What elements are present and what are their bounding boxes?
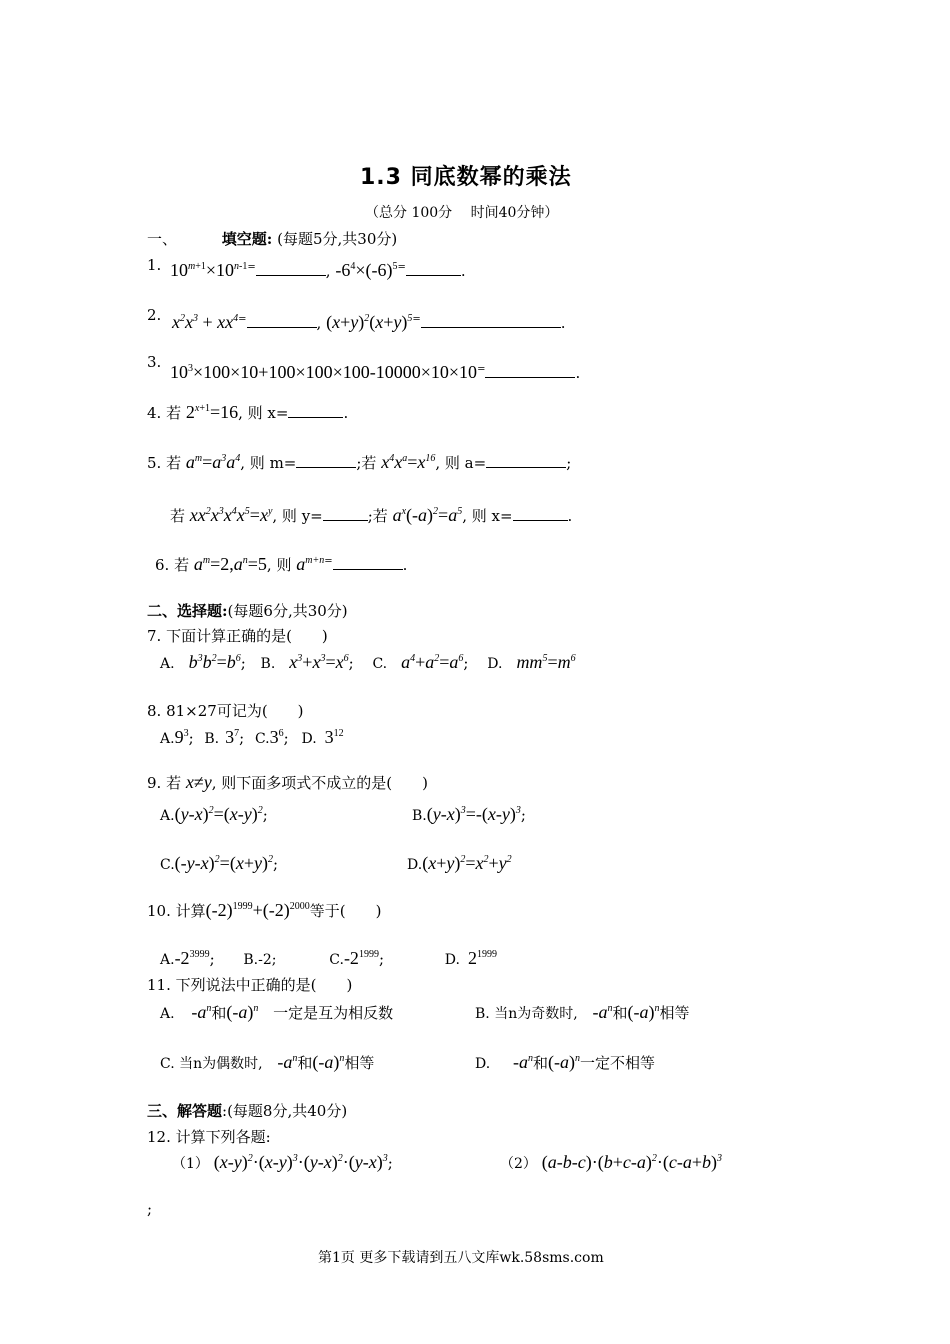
q7-stem: 7. 下面计算正确的是( ) (147, 627, 328, 645)
q6-content: 6. 若 $a^m=2,a^n=5$, 则 $a^{m+n=}$ . (155, 554, 408, 574)
q12-part2: （2） $(a-b-c)\cdot(b+c-a)^2\cdot(c-a+b)^3$ (500, 1152, 722, 1172)
section-name: 填空题: (221, 230, 273, 248)
q9-option-c: $C.(-y-x)^2=(x+y)^2$; (160, 853, 279, 873)
q9-option-a: $A.(y-x)^2=(x-y)^2$; (160, 804, 268, 824)
q9-option-b: $B.(y-x)^3=-(x-y)^3$; (412, 804, 526, 824)
section-note: (每题5分,共30分) (277, 230, 398, 248)
q12-trailing-semicolon: ; (147, 1200, 153, 1218)
q5-line1: 5. 若 $a^m=a^3a^4$, 则 m= ;若 $x^4x^a=x^{16}$, 则 a= ; (147, 452, 572, 472)
q9-stem: 9. 若 x≠y, 则下面多项式不成立的是( ) (147, 772, 429, 792)
q4-content: 4. 若 $2^{x+1}=16$, 则 x= . (147, 402, 349, 422)
page-title: 1.3 同底数幂的乘法 (360, 165, 572, 190)
q2-content: $x^2x^3 + xx^{4=}$ , $(x+y)^2(x+y)^{5=}$ . (172, 312, 566, 332)
section-1-heading (147, 228, 397, 249)
q7-options: A. $b^3b^2=b^6$; B. $x^3+x^3=x^6$; C. $a^4+a^2=a^6$; D. $mm^5=m^6$ (160, 652, 576, 672)
q5-line2: 若 $xx^2x^3x^4x^5=x^y$, 则 y= ;若 $a^x(-a)^2=a^5$, 则 x= . (170, 505, 573, 525)
q8-options: $A.9^3$; B. $3^7$; $C.3^6$; D. $3^{12}$ (160, 727, 344, 747)
q12-part1: （1） $(x-y)^2\cdot(x-y)^3\cdot(y-x)^2\cdot(y-x)^3$; (172, 1152, 393, 1172)
q3-content: $10^3\times 100\times 10+100\times 100\times 100-10000\times 10\times 10^=$ . (170, 362, 581, 382)
q11-option-c: C. 当n为偶数时, $-a^n$和$(-a)^n$相等 (160, 1052, 375, 1072)
subtitle: （总分 100分 时间40分钟） (365, 205, 559, 221)
q10-options: $A.-2^{3999}$; B.-2; $C.-2^{1999}$; D. $2^{1999}$ (160, 948, 497, 968)
q9-option-d: $D.(x+y)^2=x^2+y^2$ (407, 853, 512, 873)
q8-stem: 8. 81×27可记为( ) (147, 702, 304, 720)
q3-label: 3. (147, 353, 162, 371)
q11-stem: 11. 下列说法中正确的是( ) (147, 976, 353, 994)
q1-content: $10^{m+1}\times 10^{n-1=}$ , $-6^4\times(-6)^{5=}$ . (170, 260, 466, 280)
q2-label: 2. (147, 306, 162, 324)
q1-label: 1. (147, 256, 162, 274)
q10-stem: 10. 计算$(-2)^{1999}+(-2)^{2000}$等于( ) (147, 900, 382, 920)
section-2-heading: 二、选择题:(每题6分,共30分) (147, 602, 348, 620)
page-footer: 第1页 更多下载请到五八文库wk.58sms.com (318, 1250, 604, 1266)
section-3-heading: 三、解答题:(每题8分,共40分) (147, 1102, 348, 1120)
q11-option-a: A. $-a^n$和$(-a)^n$ 一定是互为相反数 (160, 1002, 394, 1022)
q11-option-b: B. 当n为奇数时, $-a^n$和$(-a)^n$相等 (475, 1002, 690, 1022)
section-number: 一、 (147, 230, 178, 248)
q11-option-d: D. $-a^n$和$(-a)^n$一定不相等 (475, 1052, 655, 1072)
q12-stem: 12. 计算下列各题: (147, 1128, 271, 1146)
